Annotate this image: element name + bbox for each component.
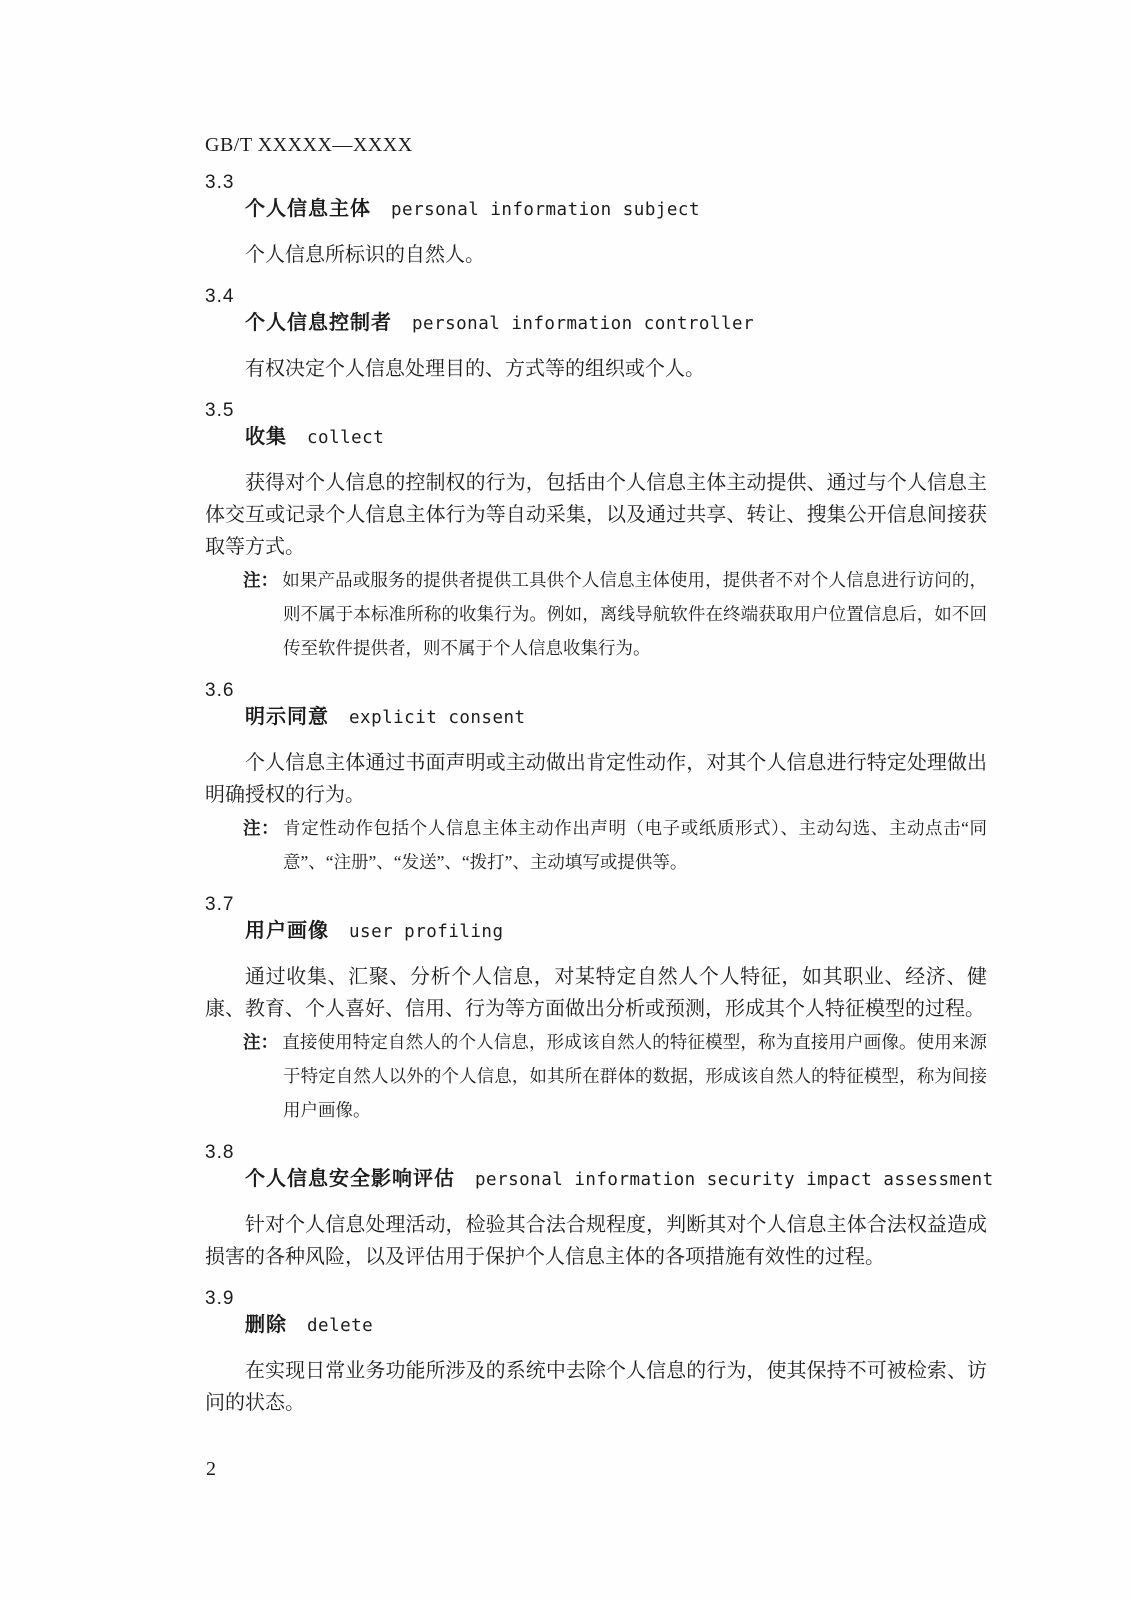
definition-paragraph: 获得对个人信息的控制权的行为，包括由个人信息主体主动提供、通过与个人信息主体交互或记录个人信息主体行为等自动采集，以及通过共享、转让、搜集公开信息间接获取等方式。 — [205, 472, 987, 558]
term-line — [205, 917, 987, 947]
term-line — [205, 703, 987, 733]
section-number: 3.5 — [205, 400, 235, 421]
term-chinese: 用户画像 — [245, 920, 329, 942]
term-chinese: 明示同意 — [245, 706, 329, 728]
definition-paragraph: 针对个人信息处理活动，检验其合法合规程度，判断其对个人信息主体合法权益造成损害的各种风险，以及评估用于保护个人信息主体的各项措施有效性的过程。 — [205, 1214, 987, 1268]
term-line — [205, 309, 987, 339]
term-line — [205, 1311, 987, 1341]
definition-paragraph: 个人信息所标识的自然人。 — [245, 244, 485, 266]
term-line — [205, 195, 987, 225]
term-chinese: 个人信息控制者 — [245, 312, 392, 334]
note — [205, 1025, 987, 1127]
section-number: 3.8 — [205, 1142, 235, 1163]
term-section-3-9 — [205, 1287, 987, 1419]
definition-paragraph: 个人信息主体通过书面声明或主动做出肯定性动作，对其个人信息进行特定处理做出明确授权的行为。 — [205, 752, 987, 806]
term-section-3-3 — [205, 171, 987, 271]
term-section-3-7 — [205, 893, 987, 1127]
section-number: 3.6 — [205, 680, 235, 701]
note-label: 注： — [243, 570, 279, 590]
term-chinese: 收集 — [245, 426, 287, 448]
term-section-3-8 — [205, 1141, 994, 1273]
note — [205, 563, 987, 665]
doc-code-header: GB/T XXXXX—XXXX — [205, 134, 413, 156]
term-section-3-4 — [205, 285, 987, 385]
section-number: 3.4 — [205, 286, 235, 307]
section-number: 3.7 — [205, 894, 235, 915]
term-section-3-6 — [205, 679, 987, 879]
definition-paragraph: 通过收集、汇聚、分析个人信息，对某特定自然人个人特征，如其职业、经济、健康、教育、个人喜好、信用、行为等方面做出分析或预测，形成其个人特征模型的过程。 — [205, 966, 987, 1020]
note-text: 如果产品或服务的提供者提供工具供个人信息主体使用，提供者不对个人信息进行访问的，则不属于本标准所称的收集行为。例如，离线导航软件在终端获取用户位置信息后，如不回传至软件提供者，则不属于个人信息收集行为。 — [282, 570, 988, 658]
page-number: 2 — [206, 1458, 216, 1480]
term-english: personal information security impact assessment — [475, 1170, 994, 1190]
term-english: personal information subject — [391, 200, 701, 220]
term-english: delete — [307, 1316, 374, 1336]
term-section-3-5 — [205, 399, 987, 665]
note-text: 直接使用特定自然人的个人信息，形成该自然人的特征模型，称为直接用户画像。使用来源于特定自然人以外的个人信息，如其所在群体的数据，形成该自然人的特征模型，称为间接用户画像。 — [282, 1032, 988, 1120]
section-number: 3.3 — [205, 172, 235, 193]
term-english: collect — [307, 428, 385, 448]
section-number: 3.9 — [205, 1288, 235, 1309]
note-label: 注： — [243, 1032, 279, 1052]
note-text: 肯定性动作包括个人信息主体主动作出声明（电子或纸质形式）、主动勾选、主动点击“同意”、“注册”、“发送”、“拨打”、主动填写或提供等。 — [283, 818, 988, 872]
term-chinese: 个人信息安全影响评估 — [245, 1168, 455, 1190]
definition-paragraph: 在实现日常业务功能所涉及的系统中去除个人信息的行为，使其保持不可被检索、访问的状态。 — [205, 1360, 987, 1414]
term-english: personal information controller — [412, 314, 755, 334]
definition-paragraph: 有权决定个人信息处理目的、方式等的组织或个人。 — [245, 358, 705, 380]
page-content — [205, 133, 994, 1419]
term-english: user profiling — [349, 922, 504, 942]
note-label: 注： — [243, 818, 280, 838]
term-line — [205, 423, 987, 453]
term-english: explicit consent — [349, 708, 526, 728]
note — [205, 811, 987, 879]
term-chinese: 个人信息主体 — [245, 198, 371, 220]
term-chinese: 删除 — [245, 1314, 287, 1336]
term-line — [205, 1165, 994, 1195]
